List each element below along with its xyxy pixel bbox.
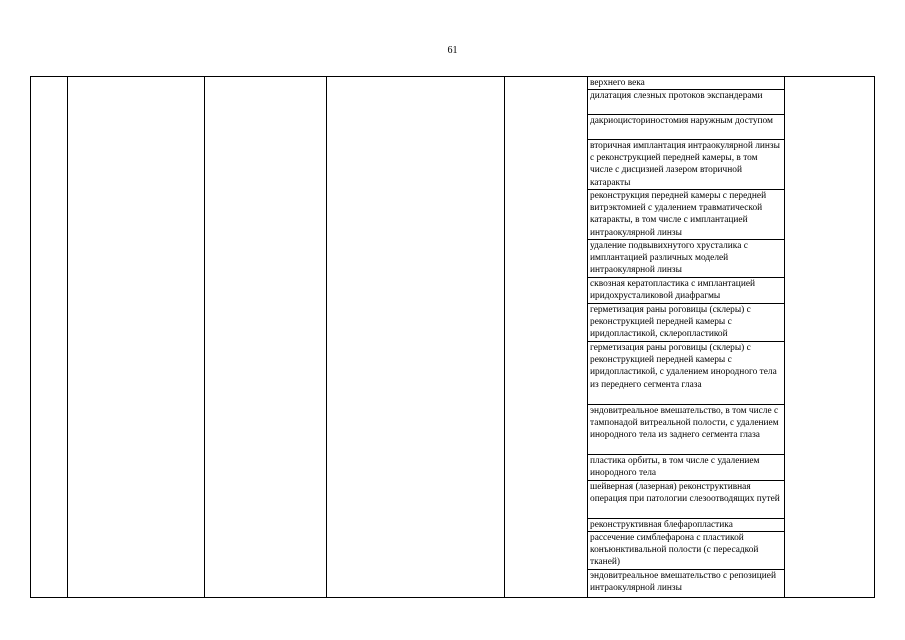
column-divider [204, 77, 205, 597]
procedure-cell: эндовитреальное вмешательство с репозицией интраокулярной линзы [590, 571, 776, 594]
column-divider [504, 77, 505, 597]
procedure-cell: верхнего века [588, 77, 784, 90]
procedures-column [588, 77, 784, 597]
procedure-cell: герметизация раны роговицы (склеры) с реконструкцией передней камеры с иридопластикой, с удалением инородного тела из переднего сегмента глаза [588, 342, 784, 405]
procedure-cell: рассечение симблефарона с пластикой конъюнктивальной полости (с пересадкой тканей) [588, 532, 784, 570]
procedure-cell: герметизация раны роговицы (склеры) с реконструкцией передней камеры с иридопластикой, склеропластикой [588, 304, 784, 342]
procedures-table [30, 76, 875, 598]
procedure-cell: реконструктивная блефаропластика [588, 519, 784, 532]
procedure-cell: шейверная (лазерная) реконструктивная операция при патологии слезоотводящих путей [588, 481, 784, 519]
procedure-cell: реконструкция передней камеры с передней витрэктомией с удалением травматической катаракты, в том числе с имплантацией интраокулярной линзы [588, 190, 784, 240]
procedure-cell: эндовитреальное вмешательство, в том числе с тампонадой витреальной полости, с удалением инородного тела из заднего сегмента глаза [588, 405, 784, 455]
column-divider [326, 77, 327, 597]
column-divider [784, 77, 785, 597]
procedure-cell: дилатация слезных протоков экспандерами [588, 90, 784, 115]
column-divider [67, 77, 68, 597]
procedure-cell: сквозная кератопластика с имплантацией иридохрусталиковой диафрагмы [588, 278, 784, 304]
procedure-cell: пластика орбиты, в том числе с удалением инородного тела [588, 455, 784, 481]
procedure-cell: удаление подвывихнутого хрусталика с имплантацией различных моделей интраокулярной линзы [588, 240, 784, 278]
procedure-cell: вторичная имплантация интраокулярной линзы с реконструкцией передней камеры, в том числе с дисцизией лазером вторичной катаракты [588, 140, 784, 190]
procedure-cell: дакриоцисториностомия наружным доступом [588, 115, 784, 140]
page-number: 61 [447, 45, 458, 56]
